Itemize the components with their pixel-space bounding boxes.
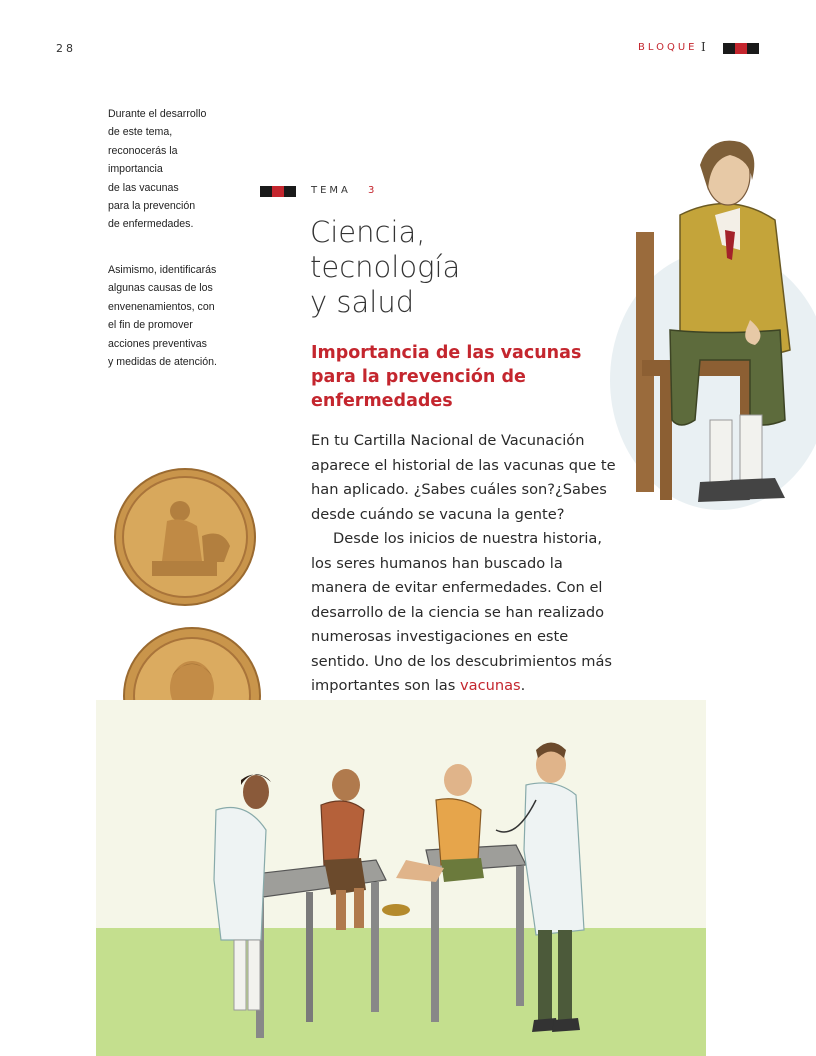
body-line: aparece el historial de las vacunas que te	[311, 456, 616, 474]
body-line: En tu Cartilla Nacional de Vacunación	[311, 432, 585, 449]
heading-line: enfermedades	[311, 391, 453, 411]
intro-objectives	[108, 105, 258, 234]
body-line: numerosas investigaciones en este	[311, 628, 569, 645]
bloque-label: BLOQUE	[638, 42, 698, 53]
title-line: tecnología	[310, 250, 461, 284]
jenner-portrait-illustration	[600, 120, 816, 540]
tema-number: 3	[368, 185, 375, 196]
heading-line: para la prevención de	[311, 367, 526, 387]
body-line: sentido. Uno de los descubrimientos más	[311, 652, 613, 670]
intro-line: de enfermedades.	[108, 218, 194, 231]
keyword-vacunas: vacunas	[459, 677, 521, 694]
body-line: desarrollo de la ciencia se han realizado	[311, 603, 605, 621]
bloque-number: I	[701, 40, 706, 54]
intro-line: acciones preventivas	[108, 337, 207, 350]
intro-line: reconocerás la	[108, 144, 178, 157]
intro-line: Durante el desarrollo	[108, 108, 207, 120]
title-line: Ciencia,	[310, 215, 426, 249]
intro-line: el fin de promover	[108, 319, 193, 332]
intro-line: de las vacunas	[108, 181, 179, 194]
body-line: desde cuándo se vacuna la gente?	[311, 505, 565, 523]
variolae-vaccinae-medal	[112, 466, 258, 608]
tema-label: TEMA	[311, 185, 351, 196]
intro-line: Asimismo, identificarás	[108, 264, 217, 276]
intro-line: envenenamientos, con	[108, 300, 215, 313]
doctors-examining-children-illustration	[96, 700, 706, 1056]
intro-line: y medidas de atención.	[108, 356, 217, 369]
intro-line: para la prevención	[108, 200, 196, 213]
body-line: han aplicado. ¿Sabes cuáles son?¿Sabes	[311, 481, 607, 498]
body-text-span: importantes son las	[311, 677, 460, 694]
body-line: Desde los inicios de nuestra historia,	[333, 530, 602, 547]
body-line: manera de evitar enfermedades. Con el	[311, 579, 603, 596]
intro-line: de este tema,	[108, 126, 173, 139]
section-heading	[311, 341, 581, 413]
page-title	[310, 215, 460, 320]
intro-objectives-2	[108, 261, 258, 371]
heading-line: Importancia de las vacunas	[311, 343, 582, 363]
title-line: y salud	[310, 285, 415, 319]
body-text	[311, 429, 621, 699]
intro-line: importancia	[108, 163, 163, 176]
body-text-span: .	[520, 677, 526, 694]
body-line: los seres humanos han buscado la	[311, 554, 563, 572]
intro-line: algunas causas de los	[108, 282, 213, 295]
body-line-last	[311, 674, 621, 699]
page-number: 28	[56, 42, 76, 55]
